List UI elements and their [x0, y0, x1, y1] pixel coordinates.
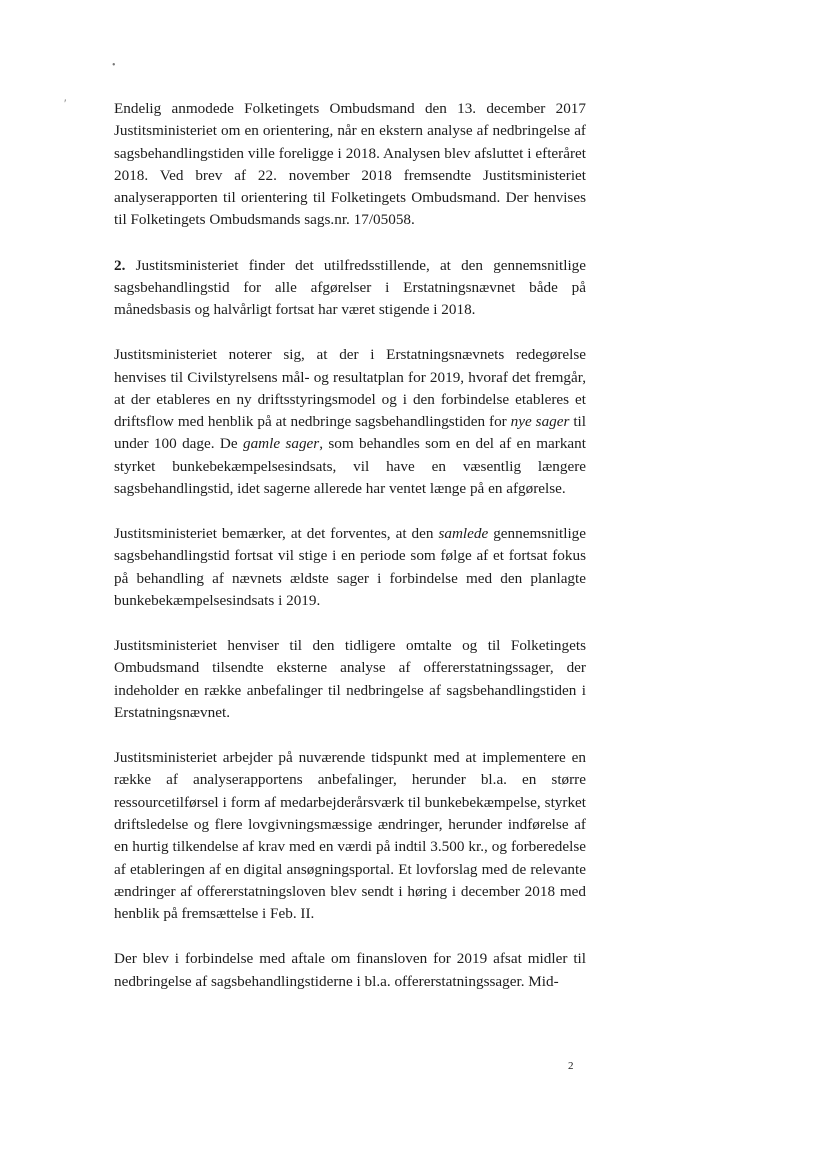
page-number: 2 — [568, 1060, 574, 1072]
paragraph-text: Der blev i forbindelse med aftale om finansloven for 2019 afsat midler til nedbringelse af sagsbehandlingstiderne i bl.a. offererstatningssager. Mid- — [114, 950, 586, 990]
paragraph-text: Endelig anmodede Folketingets Ombudsmand den 13. december 2017 Justitsministeriet om en orientering, når en ekstern analyse af nedbringelse af sagsbehandlingstiden ville foreligge i 2018. Analysen blev afsluttet i efteråret 2018. Ved brev af 22. november 2018 fremsendte Justitsministeriet analyserapporten til orientering til Folketingets Ombudsmand. Der henvises til Folketingets Ombudsmands sags.nr. 17/05058. — [114, 100, 586, 229]
emphasized-text: gamle sager — [242, 435, 320, 453]
paragraph-text: Justitsministeriet bemærker, at det forventes, at den — [114, 525, 439, 543]
document-body — [114, 98, 586, 1016]
paragraph — [114, 98, 586, 232]
paragraph-text: Justitsministeriet noterer sig, at der i Erstatningsnævnets redegørelse henvises til Civilstyrelsens mål- og resultatplan for 2019, hvoraf det fremgår, at der etableres en ny driftsstyringsmodel og i den forbindelse etableres et driftsflow med henblik på at nedbringe sagsbehandlingstiden for — [114, 346, 586, 431]
scan-speck: • — [112, 60, 116, 71]
paragraph-text: gennemsnitlige sagsbehandlingstid fortsat vil stige i en periode som følge af et fortsat fokus på behandling af nævnets ældste sager i forbindelse med den planlagte bunkebekæmpelsesindsats i 2019. — [114, 525, 586, 610]
emphasized-text: samlede — [438, 525, 489, 543]
emphasized-text: nye sager — [510, 413, 570, 431]
paragraph-text: Justitsministeriet arbejder på nuværende tidspunkt med at implementere en række af analyserapportens anbefalinger, herunder bl.a. en større ressourcetilførsel i form af medarbejderårsværk til bunkebekæmpelse, styrket driftsledelse og flere lovgivningsmæssige ændringer, herunder indførelse af en hurtig tilkendelse af krav med en værdi på indtil 3.500 kr., og forberedelse af etableringen af en digital ansøgningsportal. Et lovforslag med de relevante ændringer af offererstatningsloven blev sendt i høring i december 2018 med henblik på fremsættelse i Feb. II. — [114, 749, 586, 923]
paragraph — [114, 948, 586, 993]
scan-mark: ′ — [64, 96, 67, 110]
paragraph-text: til under 100 dage. De — [114, 413, 586, 453]
section-number: 2. — [114, 256, 126, 274]
paragraph-text: Justitsministeriet henviser til den tidligere omtalte og til Folketingets Ombudsmand tilsendte eksterne analyse af offererstatningssager, der indeholder en række anbefalinger til nedbringelse af sagsbehandlingstiden i Erstatningsnævnet. — [114, 637, 586, 722]
paragraph — [114, 344, 586, 500]
paragraph-text: Justitsministeriet finder det utilfredsstillende, at den gennemsnitlige sagsbehandlingstid for alle afgørelser i Erstatningsnævnet både på månedsbasis og halvårligt fortsat har været stigende i 2018. — [114, 256, 586, 319]
paragraph — [114, 635, 586, 724]
paragraph — [114, 523, 586, 612]
paragraph-text: , som behandles som en del af en markant styrket bunkebekæmpelsesindsats, vil have en væsentlig længere sagsbehandlingstid, idet sagerne allerede har ventet længe på en afgørelse. — [114, 435, 586, 498]
paragraph — [114, 255, 586, 322]
paragraph — [114, 747, 586, 925]
